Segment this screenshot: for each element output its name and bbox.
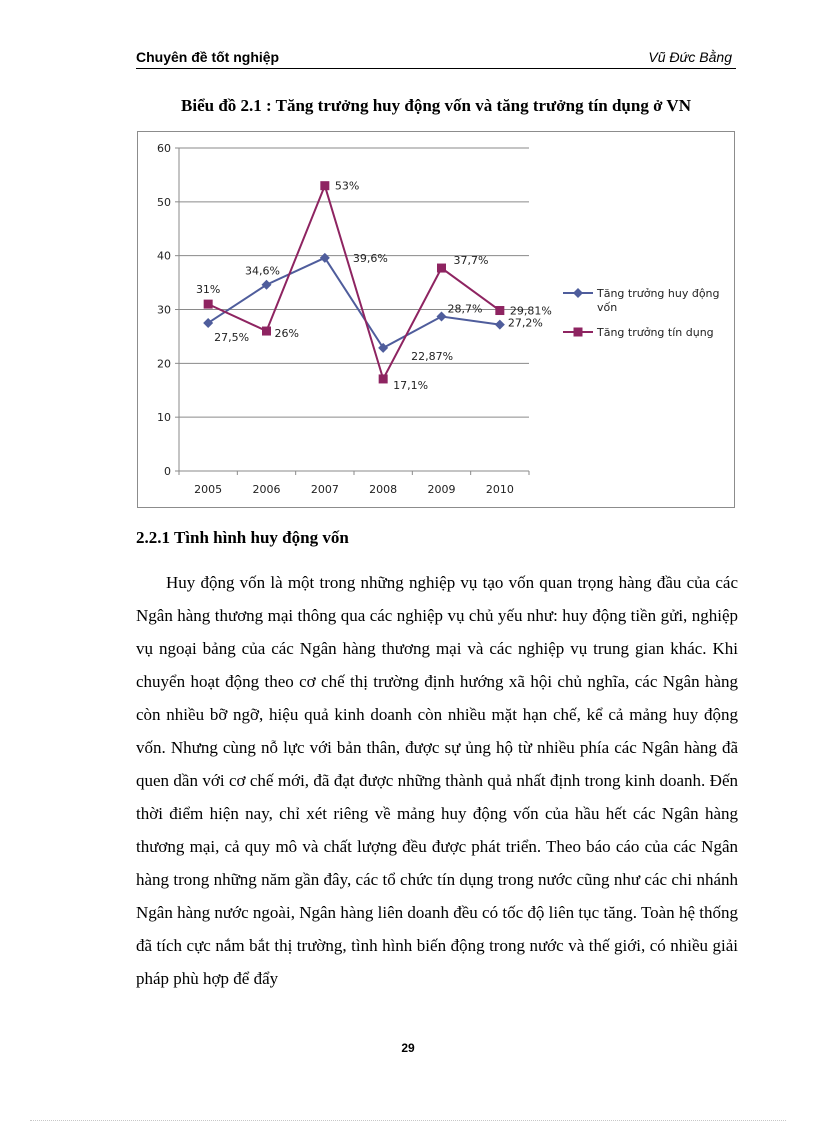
y-tick-label: 0	[164, 465, 171, 478]
section-heading: 2.2.1 Tình hình huy động vốn	[136, 528, 349, 547]
data-point-square	[320, 181, 329, 190]
page-number: 29	[401, 1041, 415, 1055]
page-header	[136, 48, 736, 69]
chart-frame	[137, 131, 735, 508]
x-tick-label: 2009	[427, 483, 456, 496]
y-tick-label: 10	[157, 411, 171, 425]
legend-marker-diamond	[573, 288, 583, 298]
data-point-diamond	[437, 311, 447, 321]
x-tick-label: 2005	[194, 483, 223, 496]
series-line	[208, 186, 500, 379]
x-tick-label: 2008	[369, 483, 398, 496]
data-point-diamond	[262, 280, 272, 290]
chart-title: Biểu đồ 2.1 : Tăng trưởng huy động vốn và tăng trưởng tín dụng ở VN	[181, 96, 691, 115]
data-point-square	[379, 374, 388, 383]
data-label: 31%	[195, 283, 221, 297]
x-tick-label: 2006	[252, 483, 281, 496]
data-label: 29,81%	[509, 304, 552, 318]
legend-label: Tăng trưởng huy động vốn	[597, 287, 720, 314]
body-text	[136, 566, 738, 995]
data-label: 53%	[334, 179, 360, 193]
y-tick-label: 20	[157, 357, 171, 371]
data-point-square	[204, 300, 213, 309]
data-point-diamond	[203, 318, 213, 328]
y-tick-label: 30	[157, 303, 171, 317]
data-label: 27,2%	[507, 316, 543, 330]
data-point-diamond	[320, 253, 330, 263]
page-bottom-rule	[30, 1120, 786, 1121]
y-tick-label: 50	[157, 195, 171, 209]
data-label: 39,6%	[352, 251, 388, 265]
data-point-diamond	[495, 320, 505, 330]
header-title: Chuyên đề tốt nghiệp	[136, 49, 280, 65]
body-paragraph: Huy động vốn là một trong những nghiệp vụ tạo vốn quan trọng hàng đầu của các Ngân hàng thương mại thông qua các nghiệp vụ chủ yếu như: huy động tiền gửi, nghiệp vụ ngoại bảng của các Ngân hàng thương mại và các nghiệp vụ trung gian khác. Khi chuyển hoạt động theo cơ chế thị trường định hướng xã hội chủ nghĩa, các Ngân hàng còn nhiều bỡ ngỡ, hiệu quả kinh doanh còn nhiều mặt hạn chế, kể cả mảng huy động vốn. Nhưng cùng nỗ lực với bản thân, được sự ủng hộ từ nhiều phía các Ngân hàng đã quen dần với cơ chế mới, đã đạt được những thành quả nhất định trong kinh doanh. Đến thời điểm hiện nay, chỉ xét riêng về mảng huy động vốn của hầu hết các Ngân hàng thương mại, cả quy mô và chất lượng đều được phát triển. Theo báo cáo của các Ngân hàng trong những năm gần đây, các tổ chức tín dụng trong nước cũng như các chi nhánh Ngân hàng nước ngoài, Ngân hàng liên doanh đều có tốc độ liên tục tăng. Toàn hệ thống đã tích cực nắm bắt thị trường, tình hình biến động trong nước và thế giới, có nhiều giải pháp phù hợp để đẩy	[136, 573, 738, 988]
line-chart	[138, 132, 734, 507]
data-label: 28,7%	[447, 302, 483, 316]
data-point-square	[262, 327, 271, 336]
data-point-square	[437, 264, 446, 273]
data-point-square	[495, 306, 504, 315]
data-label: 26%	[274, 327, 299, 341]
data-label: 27,5%	[214, 330, 250, 344]
x-tick-label: 2007	[310, 483, 339, 496]
header-author: Vũ Đức Bằng	[648, 49, 732, 65]
legend-marker-square	[574, 328, 583, 337]
data-label: 34,6%	[245, 264, 280, 278]
y-tick-label: 40	[157, 249, 171, 263]
y-tick-label: 60	[157, 142, 171, 155]
legend-label: Tăng trưởng tín dụng	[597, 326, 714, 339]
x-tick-label: 2010	[485, 483, 514, 496]
data-label: 17,1%	[393, 378, 429, 392]
data-label: 22,87%	[411, 349, 454, 363]
data-label: 37,7%	[453, 254, 489, 268]
data-point-diamond	[378, 343, 388, 353]
